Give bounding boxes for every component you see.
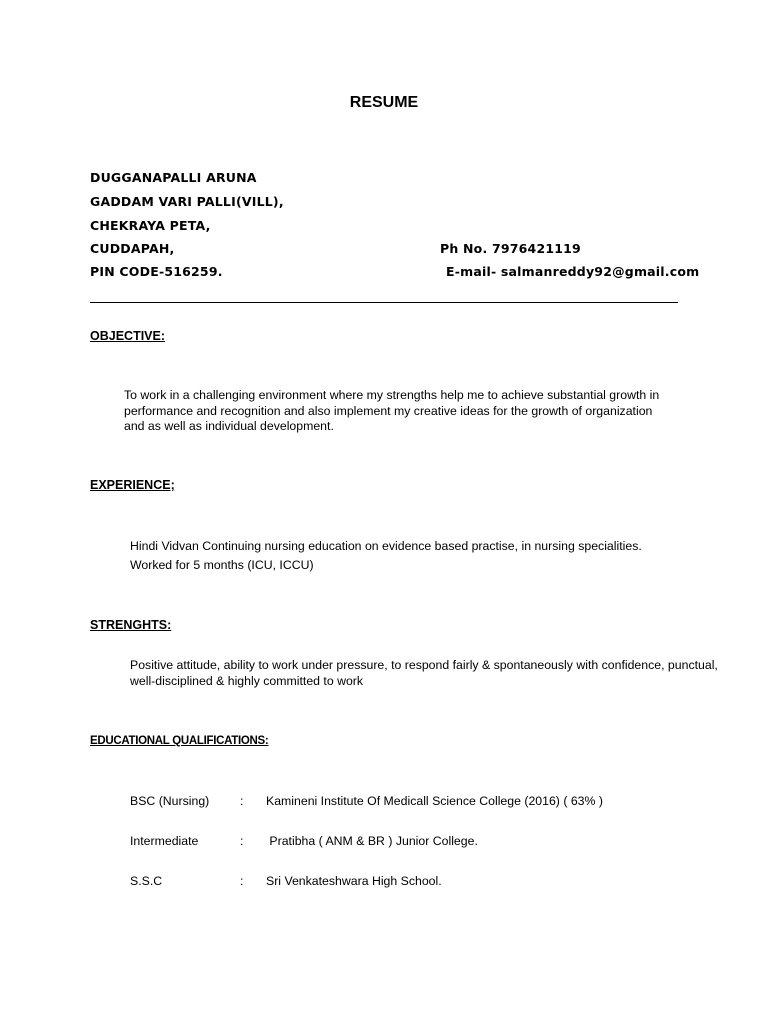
education-degree: BSC (Nursing) bbox=[130, 794, 210, 808]
objective-heading: OBJECTIVE: bbox=[90, 329, 166, 343]
header-divider bbox=[90, 302, 678, 303]
page-title: RESUME bbox=[349, 94, 419, 111]
experience-heading: EXPERIENCE; bbox=[90, 478, 175, 492]
education-separator: : bbox=[240, 834, 244, 848]
education-institution: Kamineni Institute Of Medicall Science College (2016) ( 63% ) bbox=[266, 794, 603, 808]
education-heading: EDUCATIONAL QUALIFICATIONS: bbox=[90, 735, 269, 747]
pin-code: PIN CODE-516259. bbox=[90, 264, 223, 279]
education-institution: Pratibha ( ANM & BR ) Junior College. bbox=[266, 834, 478, 848]
experience-line-1: Hindi Vidvan Continuing nursing education on evidence based practise, in nursing specialities. bbox=[130, 539, 642, 553]
experience-line-2: Worked for 5 months (ICU, ICCU) bbox=[130, 558, 314, 572]
education-separator: : bbox=[240, 874, 244, 888]
phone-number: Ph No. 7976421119 bbox=[440, 241, 581, 256]
strengths-text: Positive attitude, ability to work under pressure, to respond fairly & spontaneously with confidence, punctual, well-disciplined & highly committed to work bbox=[130, 658, 718, 688]
address-city: CUDDAPAH, bbox=[90, 241, 175, 256]
education-degree: S.S.C bbox=[130, 874, 163, 888]
education-institution: Sri Venkateshwara High School. bbox=[266, 874, 442, 888]
applicant-name: DUGGANAPALLI ARUNA bbox=[90, 170, 257, 185]
strengths-heading: STRENGHTS: bbox=[90, 618, 172, 632]
education-separator: : bbox=[240, 794, 244, 808]
address-line-1: GADDAM VARI PALLI(VILL), bbox=[90, 194, 284, 209]
address-line-2: CHEKRAYA PETA, bbox=[90, 218, 211, 233]
email-address: E-mail- salmanreddy92@gmail.com bbox=[446, 264, 700, 279]
objective-text: To work in a challenging environment where my strengths help me to achieve substantial growth in performance and recognition and also implement my creative ideas for the growth of organization and as well as individual development. bbox=[124, 388, 660, 433]
education-degree: Intermediate bbox=[130, 834, 199, 848]
